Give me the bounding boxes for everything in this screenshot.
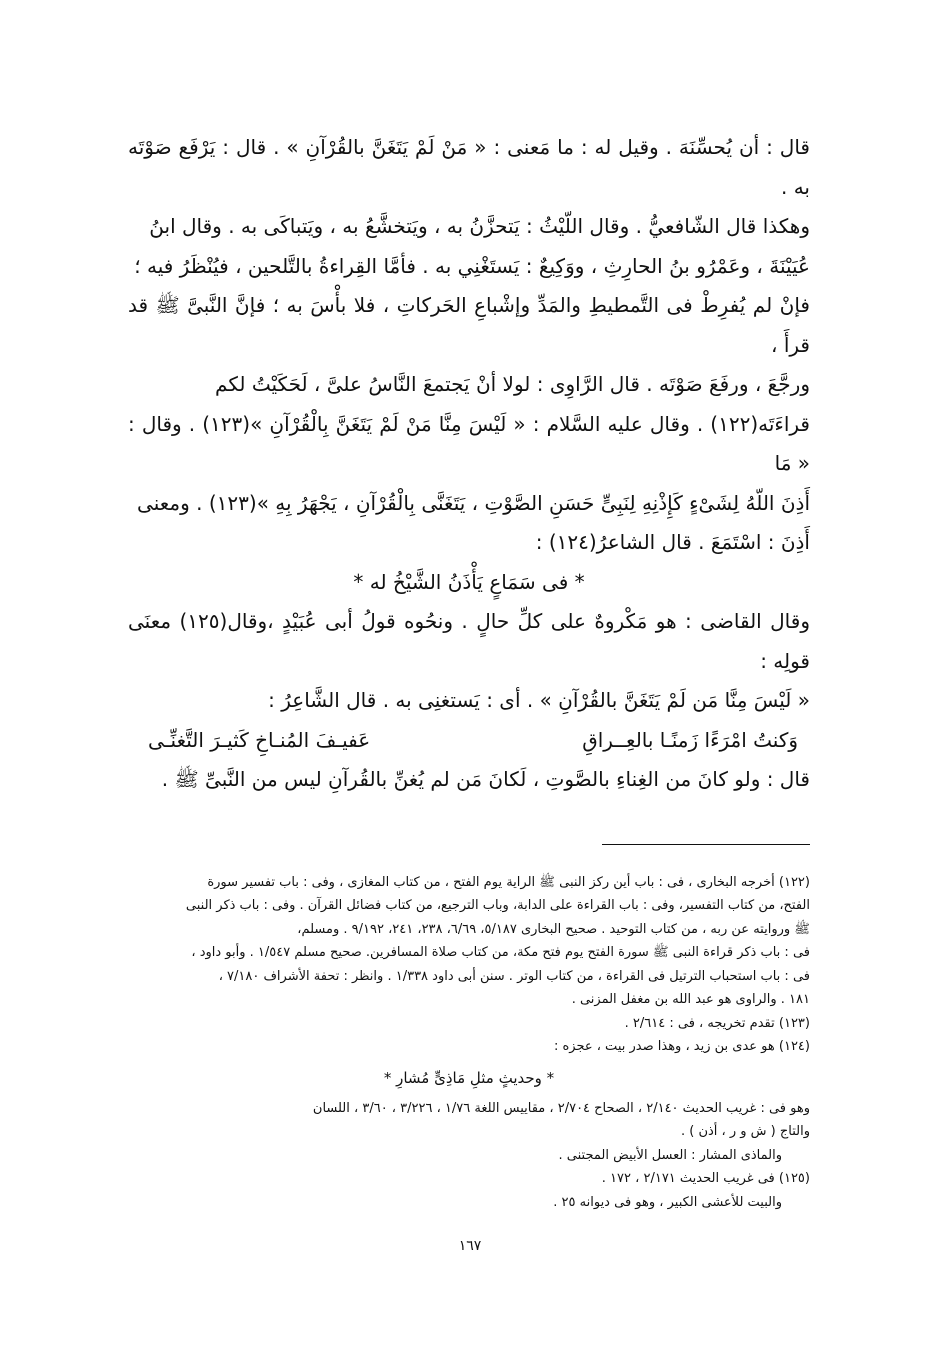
page-number: ١٦٧ xyxy=(458,1238,482,1254)
text-line: فإنْ لم يُفرِطْ فى التَّمطيطِ والمَدِّ وإشْباعِ الحَركاتِ ، فلا بأْسَ به ؛ فإنَّ النَّبىَّ ﷺ قد قرأَ ، xyxy=(128,293,810,357)
verse-second-hemistich: عَفيـفَ المُنـاخِ كَثيـرَ التَّغنِّـى xyxy=(148,727,371,752)
footnote-124: (١٢٤) هو عدى بن زيد ، وهذا صدر بيت ، عجزه : xyxy=(553,1039,810,1054)
footnote-line: فى : باب ذكر قراءة النبى ﷺ سورة الفتح يوم فتح مكة، من كتاب صلاة المسافرين. صحيح مسلم ١/٥٤٧ . وأبو داود ، xyxy=(191,945,810,960)
text-line: ورجَّعَ ، ورفَعَ صَوْتَه . قال الرَّاوِى : لولا أنْ يَجتمعَ النَّاسُ علىَّ ، لَحَكَيْتُ لكم xyxy=(215,372,810,396)
footnote-gloss: والماذى المشار : العسل الأبيض المجتنى . xyxy=(558,1147,782,1163)
footnote-line: ﷺ وروايته عن ربه ، من كتاب التوحيد . صحيح البخارى ٥/١٨٧، ٦/٦٩، ٢٣٨، ٢٤١، ٩/١٩٢ . ومسلم، xyxy=(297,921,810,937)
footnote-123: (١٢٣) تقدم تخريجه ، فى : ٢/٦١٤ . xyxy=(624,1015,810,1031)
text-line: عُيَيْنَةَ ، وعَمْرُو بنُ الحارِثِ ، ووَكِيعٌ : يَستَغْنِي به . فأمَّا القِراءةُ بالتَّلحين ، فيُنْظَرُ فيه ؛ xyxy=(134,253,810,278)
text-line: وقال القاضى : هو مَكْروهٌ على كلِّ حالٍ . ونحُوه قولُ أبى عُبَيْدٍ ،وقال(١٢٥) معنَى قولِه : xyxy=(128,609,810,673)
poetry-verse xyxy=(128,721,810,761)
footnote-separator xyxy=(602,844,810,845)
quoted-verse: * فى سَمَاعٍ يَأْذَنُ الشَّيْخُ له * xyxy=(353,569,585,594)
footnote-line: الفتح، من كتاب التفسير، وفى : باب القراءة على الدابة، وباب الترجيع، من كتاب فضائل القرآن . وفى : باب ذكر النبى xyxy=(185,898,810,913)
main-text-continued xyxy=(128,602,810,721)
footnote-verse: * وحديثٍ مثلِ مَاذِىٍّ مُشارِ * xyxy=(383,1068,555,1087)
verse-first-hemistich: وَكنتُ امْرَءًا زَمنًـا بالعِــراقِ xyxy=(582,727,798,752)
page-body xyxy=(128,128,810,1214)
text-line: وهكذا قال الشّافعيُّ . وقال اللّيْثُ : يَتحزَّنُ به ، ويَتخشَّعُ به ، ويَتباكَى به . وقال ابنُ xyxy=(149,214,810,238)
footnote-line: والتاج ( ش و ر ، أذن ) . xyxy=(680,1124,810,1139)
footnote-125: (١٢٥) فى غريب الحديث ٢/١٧١ ، ١٧٢ . xyxy=(601,1171,810,1186)
text-line: « لَيْسَ مِنَّا مَن لَمْ يَتَغَنَّ بالقُرْآنِ » . أى : يَستغنِى به . قال الشَّاعِرُ : xyxy=(268,688,810,712)
text-line: أَذِنَ : اسْتَمَعَ . قال الشاعرُ(١٢٤) : xyxy=(535,530,810,554)
footnote-line: (١٢٢) أخرجه البخارى ، فى : باب أين ركز النبى ﷺ الراية يوم الفتح ، من كتاب المغازى ، وفى : باب تفسير سورة xyxy=(207,874,810,890)
footnote-line: وهو فى : غريب الحديث ٢/١٤٠ ، الصحاح ٢/٧٠٤ ، مقاييس اللغة ١/٧٦ ، ٣/٢٢٦ ، ٣/٦٠ ، اللسان xyxy=(312,1100,810,1116)
footnote-line: ١٨١ . والراوى هو عبد الله بن مغفل المزنى . xyxy=(571,992,810,1007)
footnotes xyxy=(128,871,810,1215)
text-line: قراءَتَه(١٢٢) . وقال عليه السَّلام : « لَيْسَ مِنَّا مَنْ لَمْ يَتَغَنَّ بِالْقُرْآنِ »(١٢٣) . وقال : « مَا xyxy=(128,411,810,475)
text-line: أَذِنَ اللّهُ لِشَىْءٍ كَإِذْنِهِ لِنَبِىٍّ حَسَنِ الصَّوْتِ ، يَتَغَنَّى بِالْقُرْآنِ ، يَجْهَرُ بِهِ »(١٢٣) . ومعنى xyxy=(137,490,810,515)
main-text-final xyxy=(128,760,810,800)
main-text xyxy=(128,128,810,563)
text-line: قال : أن يُحسِّنَهَ . وقيل له : ما مَعنى : « مَنْ لَمْ يَتَغَنَّ بالقُرْآنِ » . قال : يَرْفَع صَوْتَه به . xyxy=(128,135,810,199)
footnote-line: فى : باب استحباب الترتيل فى القراءة ، من كتاب الوتر . سنن أبى داود ١/٣٣٨ . وانظر : تحفة الأشراف ٧/١٨٠ ، xyxy=(218,968,810,984)
text-line: قال : ولو كانَ من الغِناءِ بالصَّوتِ ، لَكانَ مَن لم يُغنِّ بالقُرآنِ ليس من النَّبىِّ ﷺ . xyxy=(161,767,810,791)
footnote-line: والبيت للأعشى الكبير ، وهو فى ديوانه ٢٥ . xyxy=(553,1194,782,1210)
